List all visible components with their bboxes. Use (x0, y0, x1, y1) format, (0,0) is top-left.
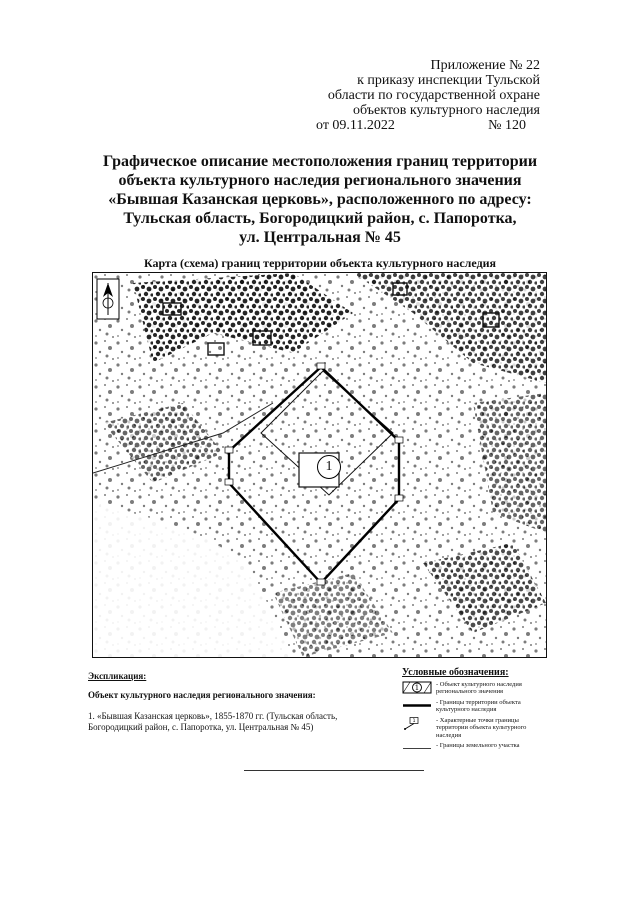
legend-item-label: - Характерные точки границы территории объекта культурного наследия (436, 716, 527, 739)
order-line (316, 118, 526, 134)
appendix-line: области по государственной охране (327, 88, 540, 103)
legend-item (402, 699, 552, 714)
signature-line (244, 770, 424, 771)
map-title: Карта (схема) границ территории объекта культурного наследия (143, 256, 497, 270)
order-date: от 09.11.2022 (316, 118, 395, 133)
order-number: № 120 (488, 118, 526, 133)
appendix-line: к приказу инспекции Тульской (357, 73, 540, 88)
explication-header: Экспликация: (88, 671, 147, 681)
map-scheme (92, 272, 547, 658)
object-marker-circle (317, 455, 341, 479)
title-line: Графическое описание местоположения границ территории (102, 153, 538, 170)
appendix-block (300, 58, 540, 118)
legend-item-label: - Границы земельного участка (436, 742, 520, 749)
appendix-line: Приложение № 22 (430, 58, 540, 73)
legend-item (402, 717, 552, 740)
appendix-line: объектов культурного наследия (352, 103, 540, 118)
title-line: «Бывшая Казанская церковь», расположенного по адресу: (108, 191, 532, 208)
legend-header: Условные обозначения: (402, 667, 509, 678)
legend-item (402, 681, 552, 696)
characteristic-point-symbol (402, 717, 432, 730)
land-plot-boundary-symbol (402, 742, 432, 755)
svg-text:1: 1 (414, 683, 420, 692)
title-line: объекта культурного наследия регионального значения (118, 172, 522, 189)
title-line: ул. Центральная № 45 (239, 229, 401, 246)
compass-rose (97, 279, 119, 319)
legend-item (402, 742, 552, 755)
explication (88, 671, 378, 733)
object-marker-symbol (402, 681, 432, 694)
document-title (60, 152, 580, 247)
svg-text:1: 1 (412, 718, 416, 724)
legend (402, 669, 552, 758)
legend-item-label: - Объект культурного наследия регионального значения (436, 680, 522, 695)
legend-item-label: - Границы территории объекта культурного наследия (436, 698, 521, 713)
object-marker-label: 1 (325, 459, 333, 474)
explication-item: 1. «Бывшая Казанская церковь», 1855-1870 гг. (Тульская область, Богородицкий район, с. Папоротка, ул. Центральная № 45) (88, 711, 338, 732)
explication-subheader: Объект культурного наследия регионального значения: (88, 690, 316, 700)
title-line: Тульская область, Богородицкий район, с. Папоротка, (123, 210, 517, 227)
territory-boundary-symbol (402, 699, 432, 712)
